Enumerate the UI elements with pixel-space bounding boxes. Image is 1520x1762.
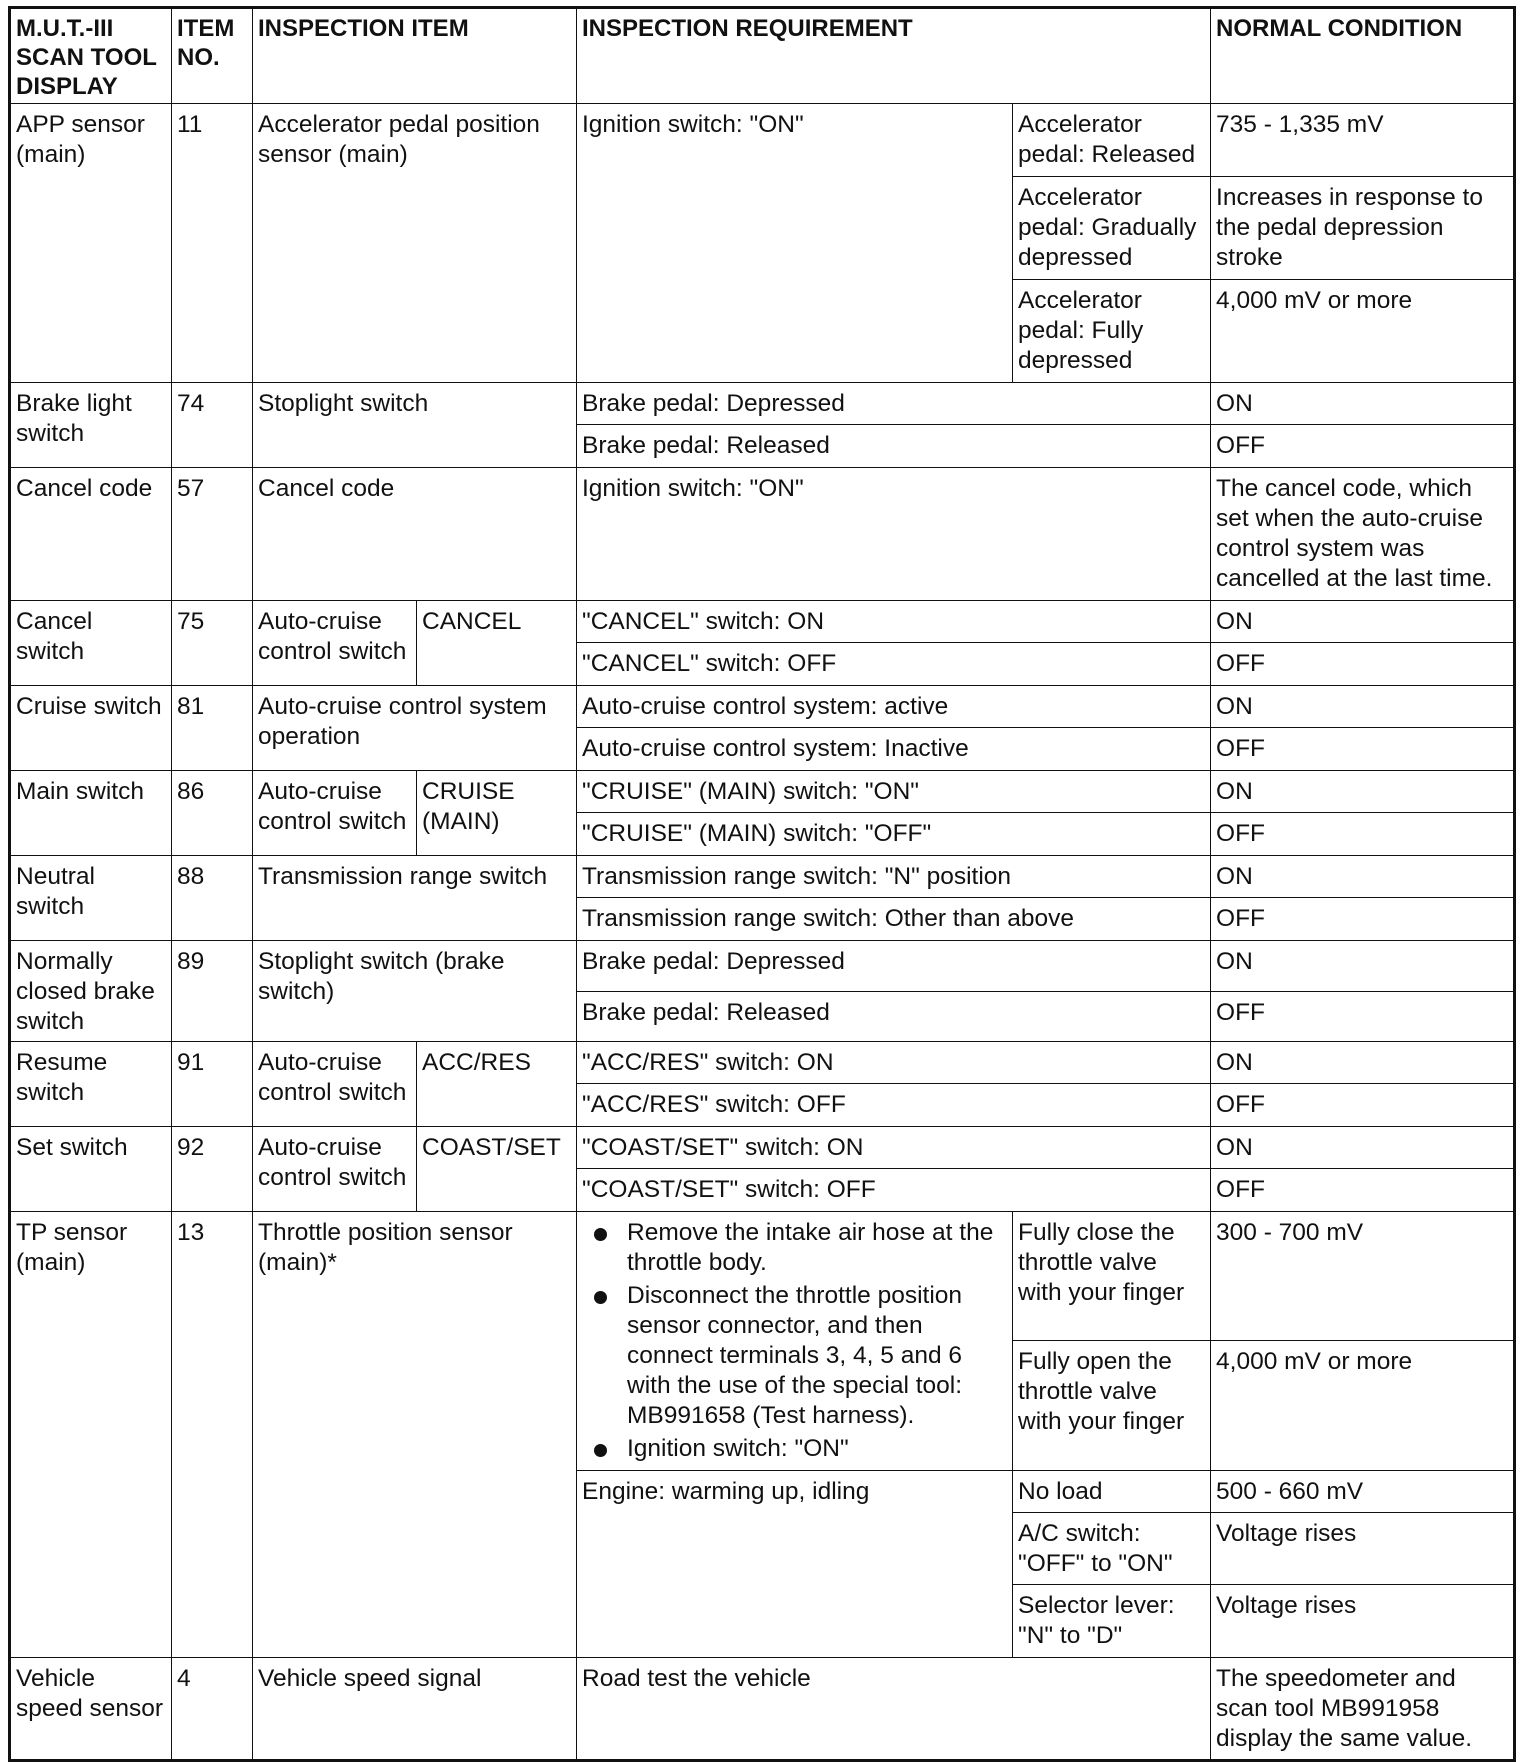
cell-display: Resume switch xyxy=(10,1042,172,1127)
table-row xyxy=(10,104,1515,177)
table-row xyxy=(10,771,1515,813)
cell-requirement: Engine: warming up, idling xyxy=(577,1471,1013,1658)
cell-normal: OFF xyxy=(1211,728,1515,771)
cell-condition: Accelerator pedal: Released xyxy=(1013,104,1211,177)
cell-item-no: 75 xyxy=(172,601,253,686)
cell-requirement: Brake pedal: Released xyxy=(577,425,1211,468)
cell-condition: Accelerator pedal: Fully depressed xyxy=(1013,280,1211,383)
table-row xyxy=(10,383,1515,425)
cell-requirement: Brake pedal: Released xyxy=(577,992,1211,1042)
cell-normal: 4,000 mV or more xyxy=(1211,280,1515,383)
cell-inspection-item: Stoplight switch xyxy=(253,383,577,468)
inspection-table xyxy=(8,6,1516,1762)
cell-switch-name: ACC/RES xyxy=(417,1042,577,1127)
cell-normal: 500 - 660 mV xyxy=(1211,1471,1515,1513)
cell-requirement: "CRUISE" (MAIN) switch: "ON" xyxy=(577,771,1211,813)
cell-normal: OFF xyxy=(1211,898,1515,941)
cell-condition: A/C switch: "OFF" to "ON" xyxy=(1013,1513,1211,1585)
cell-normal: Increases in response to the pedal depression stroke xyxy=(1211,177,1515,280)
bullet-text: Ignition switch: "ON" xyxy=(627,1435,849,1462)
cell-normal: ON xyxy=(1211,383,1515,425)
table-row xyxy=(10,1042,1515,1084)
cell-requirement: "ACC/RES" switch: ON xyxy=(577,1042,1211,1084)
cell-requirement: Transmission range switch: "N" position xyxy=(577,856,1211,898)
cell-normal: The cancel code, which set when the auto-cruise control system was cancelled at the last time. xyxy=(1211,468,1515,601)
cell-switch-name: COAST/SET xyxy=(417,1127,577,1212)
cell-item-no: 81 xyxy=(172,686,253,771)
cell-requirement: Transmission range switch: Other than above xyxy=(577,898,1211,941)
cell-item-no: 89 xyxy=(172,941,253,1042)
header-item-no: ITEM NO. xyxy=(172,8,253,104)
cell-display: Cancel code xyxy=(10,468,172,601)
cell-requirement: "CANCEL" switch: OFF xyxy=(577,643,1211,686)
cell-display: Set switch xyxy=(10,1127,172,1212)
cell-switch-name: CANCEL xyxy=(417,601,577,686)
cell-item-no: 86 xyxy=(172,771,253,856)
cell-item-no: 11 xyxy=(172,104,253,383)
table-row xyxy=(10,856,1515,898)
bullet-icon xyxy=(594,1444,607,1457)
cell-inspection-item: Auto-cruise control system operation xyxy=(253,686,577,771)
cell-item-no: 91 xyxy=(172,1042,253,1127)
cell-normal: OFF xyxy=(1211,813,1515,856)
cell-normal: OFF xyxy=(1211,425,1515,468)
cell-requirement: Ignition switch: "ON" xyxy=(577,104,1013,383)
cell-switch-name: CRUISE (MAIN) xyxy=(417,771,577,856)
cell-requirement: Brake pedal: Depressed xyxy=(577,383,1211,425)
cell-item-no: 4 xyxy=(172,1658,253,1761)
cell-requirement: Ignition switch: "ON" xyxy=(577,468,1211,601)
cell-normal: OFF xyxy=(1211,1169,1515,1212)
cell-inspection-item: Transmission range switch xyxy=(253,856,577,941)
cell-item-no: 74 xyxy=(172,383,253,468)
cell-item-no: 88 xyxy=(172,856,253,941)
bullet-icon xyxy=(594,1291,607,1304)
cell-normal: ON xyxy=(1211,941,1515,992)
cell-inspection-item: Accelerator pedal position sensor (main) xyxy=(253,104,577,383)
cell-requirement-list xyxy=(577,1212,1013,1471)
cell-normal: Voltage rises xyxy=(1211,1513,1515,1585)
cell-condition: Accelerator pedal: Gradually depressed xyxy=(1013,177,1211,280)
cell-display: Cancel switch xyxy=(10,601,172,686)
cell-item-no: 92 xyxy=(172,1127,253,1212)
table-header-row xyxy=(10,8,1515,104)
cell-inspection-item: Vehicle speed signal xyxy=(253,1658,577,1761)
cell-normal: OFF xyxy=(1211,1084,1515,1127)
bullet-text: Disconnect the throttle position sensor connector, and then connect terminals 3, 4, 5 and 6 with the use of the special tool: MB991658 (Test harness). xyxy=(627,1282,963,1429)
cell-inspection-item: Stoplight switch (brake switch) xyxy=(253,941,577,1042)
cell-normal: 735 - 1,335 mV xyxy=(1211,104,1515,177)
cell-requirement: Auto-cruise control system: Inactive xyxy=(577,728,1211,771)
bullet-icon xyxy=(594,1228,607,1241)
cell-item-no: 13 xyxy=(172,1212,253,1658)
cell-requirement: "CRUISE" (MAIN) switch: "OFF" xyxy=(577,813,1211,856)
cell-display: Cruise switch xyxy=(10,686,172,771)
cell-display: TP sensor (main) xyxy=(10,1212,172,1658)
cell-inspection-item: Cancel code xyxy=(253,468,577,601)
cell-inspection-item: Auto-cruise control switch xyxy=(253,1042,417,1127)
cell-normal: ON xyxy=(1211,1127,1515,1169)
table-row xyxy=(10,1658,1515,1761)
requirement-bullet-list xyxy=(582,1218,1007,1464)
cell-inspection-item: Auto-cruise control switch xyxy=(253,1127,417,1212)
table-row xyxy=(10,1212,1515,1341)
cell-condition: Selector lever: "N" to "D" xyxy=(1013,1585,1211,1658)
table-row xyxy=(10,941,1515,992)
cell-requirement: "COAST/SET" switch: ON xyxy=(577,1127,1211,1169)
list-item xyxy=(627,1218,1007,1278)
cell-normal: Voltage rises xyxy=(1211,1585,1515,1658)
cell-display: Normally closed brake switch xyxy=(10,941,172,1042)
list-item xyxy=(627,1434,1007,1464)
cell-display: APP sensor (main) xyxy=(10,104,172,383)
header-inspection-requirement: INSPECTION REQUIREMENT xyxy=(577,8,1211,104)
cell-normal: ON xyxy=(1211,856,1515,898)
cell-requirement: "ACC/RES" switch: OFF xyxy=(577,1084,1211,1127)
table-row xyxy=(10,601,1515,643)
cell-normal: ON xyxy=(1211,771,1515,813)
header-normal-condition: NORMAL CONDITION xyxy=(1211,8,1515,104)
header-inspection-item: INSPECTION ITEM xyxy=(253,8,577,104)
cell-normal: OFF xyxy=(1211,643,1515,686)
cell-normal: OFF xyxy=(1211,992,1515,1042)
inspection-sheet xyxy=(8,6,1513,1756)
cell-display: Brake light switch xyxy=(10,383,172,468)
cell-normal: ON xyxy=(1211,601,1515,643)
cell-inspection-item: Throttle position sensor (main)* xyxy=(253,1212,577,1658)
cell-requirement: Auto-cruise control system: active xyxy=(577,686,1211,728)
header-display: M.U.T.-III SCAN TOOL DISPLAY xyxy=(10,8,172,104)
bullet-text: Remove the intake air hose at the throttle body. xyxy=(627,1219,994,1276)
cell-requirement: Road test the vehicle xyxy=(577,1658,1211,1761)
cell-condition: No load xyxy=(1013,1471,1211,1513)
table-row xyxy=(10,686,1515,728)
cell-requirement: "CANCEL" switch: ON xyxy=(577,601,1211,643)
cell-condition: Fully open the throttle valve with your finger xyxy=(1013,1341,1211,1471)
cell-requirement: "COAST/SET" switch: OFF xyxy=(577,1169,1211,1212)
cell-condition: Fully close the throttle valve with your finger xyxy=(1013,1212,1211,1341)
cell-display: Neutral switch xyxy=(10,856,172,941)
table-row xyxy=(10,1127,1515,1169)
cell-requirement: Brake pedal: Depressed xyxy=(577,941,1211,992)
cell-item-no: 57 xyxy=(172,468,253,601)
list-item xyxy=(627,1281,1007,1431)
cell-inspection-item: Auto-cruise control switch xyxy=(253,771,417,856)
cell-normal: ON xyxy=(1211,1042,1515,1084)
cell-normal: The speedometer and scan tool MB991958 display the same value. xyxy=(1211,1658,1515,1761)
table-row xyxy=(10,468,1515,601)
cell-inspection-item: Auto-cruise control switch xyxy=(253,601,417,686)
cell-normal: 300 - 700 mV xyxy=(1211,1212,1515,1341)
cell-normal: ON xyxy=(1211,686,1515,728)
cell-display: Main switch xyxy=(10,771,172,856)
cell-normal: 4,000 mV or more xyxy=(1211,1341,1515,1471)
cell-display: Vehicle speed sensor xyxy=(10,1658,172,1761)
